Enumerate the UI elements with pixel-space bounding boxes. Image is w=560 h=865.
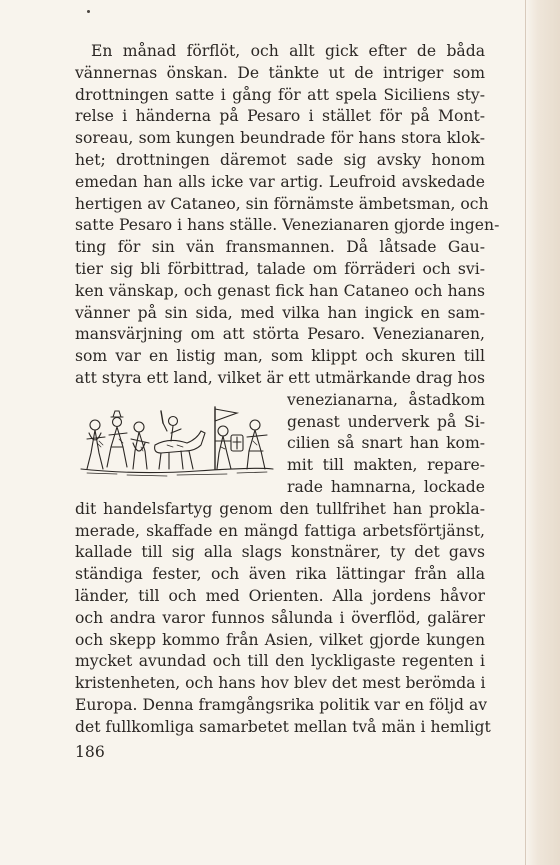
- text-line: ken vänskap, och genast fick han Cataneo och hans: [75, 281, 485, 300]
- procession-vignette-icon: [77, 403, 277, 483]
- text-line: mit till makten, repare-: [287, 456, 485, 475]
- text-line: och skepp kommo från Asien, vilket gjorde kungen: [75, 630, 485, 649]
- text-line: merade, skaffade en mängd fattiga arbetsförtjänst,: [75, 521, 485, 540]
- text-line: Europa. Denna framgångsrika politik var en följd av: [75, 695, 488, 714]
- text-line: En månad förflöt, och allt gick efter de båda: [91, 42, 485, 60]
- text-line: kallade till sig alla slags konstnärer, ty det gavs: [75, 543, 485, 562]
- text-line: mycket avundad och till den lyckligaste regenten i: [75, 652, 485, 671]
- text-line: vänner på sin sida, med vilka han ingick en sam-: [75, 303, 485, 322]
- text-line: tier sig bli förbittrad, talade om förräderi och svi-: [75, 259, 485, 278]
- text-line: mansvärjning om att störta Pesaro. Venezianaren,: [75, 325, 485, 344]
- text-line: som var en listig man, som klippt och skuren till: [75, 347, 485, 366]
- ink-speck: [87, 10, 90, 13]
- text-line: ting för sin vän fransmannen. Då låtsade Gau-: [75, 238, 485, 257]
- text-line: genast underverk på Si-: [287, 412, 485, 431]
- text-line: relse i händerna på Pesaro i stället för på Mont-: [75, 107, 485, 126]
- page-edge-shadow: [526, 0, 560, 865]
- text-line: länder, till och med Orienten. Alla jordens håvor: [75, 586, 485, 605]
- text-line: och andra varor funnos sålunda i överflöd, galärer: [75, 608, 485, 627]
- body-text: [75, 41, 500, 739]
- text-line: drottningen satte i gång för att spela Siciliens sty-: [75, 85, 485, 104]
- text-line: emedan han alls icke var artig. Leufroid avskedade: [75, 172, 485, 191]
- text-line: het; drottningen däremot sade sig avsky honom: [75, 150, 485, 169]
- text-line: hertigen av Cataneo, sin förnämste ämbetsman, och: [75, 194, 489, 213]
- text-line: satte Pesaro i hans ställe. Venezianaren gjorde ingen-: [75, 216, 500, 235]
- page-number: 186: [75, 743, 105, 761]
- text-line: soreau, som kungen beundrade för hans stora klok-: [75, 129, 485, 148]
- text-line: ständiga fester, och även rika lättingar från alla: [75, 565, 485, 584]
- text-line: kristenheten, och hans hov blev det mest berömda i: [75, 674, 486, 693]
- text-line: det fullkomliga samarbetet mellan två män i hemligt: [75, 717, 491, 736]
- text-line: rade hamnarna, lockade: [287, 477, 485, 496]
- page-fold-line: [525, 0, 526, 865]
- text-line: att styra ett land, vilket är ett utmärkande drag hos: [75, 368, 485, 387]
- text-line: venezianarna, åstadkom: [287, 390, 485, 409]
- text-line: cilien så snart han kom-: [287, 434, 485, 453]
- text-line: dit handelsfartyg genom den tullfrihet han prokla-: [75, 499, 485, 518]
- text-line: vännernas önskan. De tänkte ut de intriger som: [75, 63, 485, 82]
